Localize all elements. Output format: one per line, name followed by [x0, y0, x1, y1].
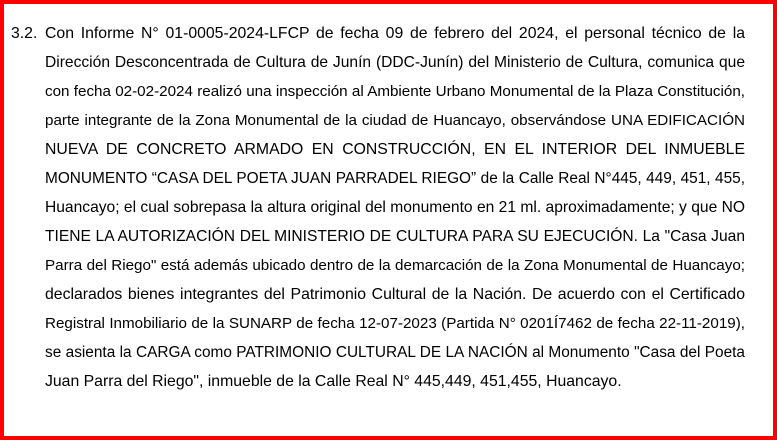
- paragraph-line: TIENE LA AUTORIZACIÓN DEL MINISTERIO DE CULTURA PARA SU EJECUCIÓN. La "Casa Juan: [45, 228, 745, 245]
- paragraph-line: se asienta la CARGA como PATRIMONIO CULTURAL DE LA NACIÓN al Monumento "Casa del Poeta: [45, 344, 745, 361]
- paragraph-line: declarados bienes integrantes del Patrimonio Cultural de la Nación. De acuerdo con el Certificado: [45, 286, 745, 303]
- paragraph-line: Registral Inmobiliario de la SUNARP de fecha 12-07-2023 (Partida N° 0201Í7462 de fecha 22-11-2019),: [45, 315, 745, 332]
- paragraph-line-last: Juan Parra del Riego", inmueble de la Calle Real N° 445,449, 451,455, Huancayo.: [45, 373, 622, 390]
- paragraph: [45, 19, 745, 396]
- paragraph-line: parte integrante de la Zona Monumental de la ciudad de Huancayo, observándose UNA EDIFICACIÓN: [45, 112, 745, 129]
- paragraph-line: NUEVA DE CONCRETO ARMADO EN CONSTRUCCIÓN, EN EL INTERIOR DEL INMUEBLE: [45, 141, 745, 158]
- paragraph-line: Con Informe N° 01-0005-2024-LFCP de fecha 09 de febrero del 2024, el personal técnico de la: [45, 25, 745, 42]
- paragraph-line: Parra del Riego" está además ubicado dentro de la demarcación de la Zona Monumental de Huancayo;: [45, 257, 745, 274]
- paragraph-line: Dirección Desconcentrada de Cultura de Junín (DDC-Junín) del Ministerio de Cultura, comunica que: [45, 54, 745, 71]
- paragraph-line: con fecha 02-02-2024 realizó una inspección al Ambiente Urbano Monumental de la Plaza Constitución,: [45, 83, 745, 100]
- paragraph-line: Huancayo; el cual sobrepasa la altura original del monumento en 21 ml. aproximadamente; y que NO: [45, 199, 745, 216]
- paragraph-line: MONUMENTO “CASA DEL POETA JUAN PARRADEL RIEGO” de la Calle Real N°445, 449, 451, 455,: [45, 170, 745, 187]
- item-number: 3.2.: [11, 25, 38, 42]
